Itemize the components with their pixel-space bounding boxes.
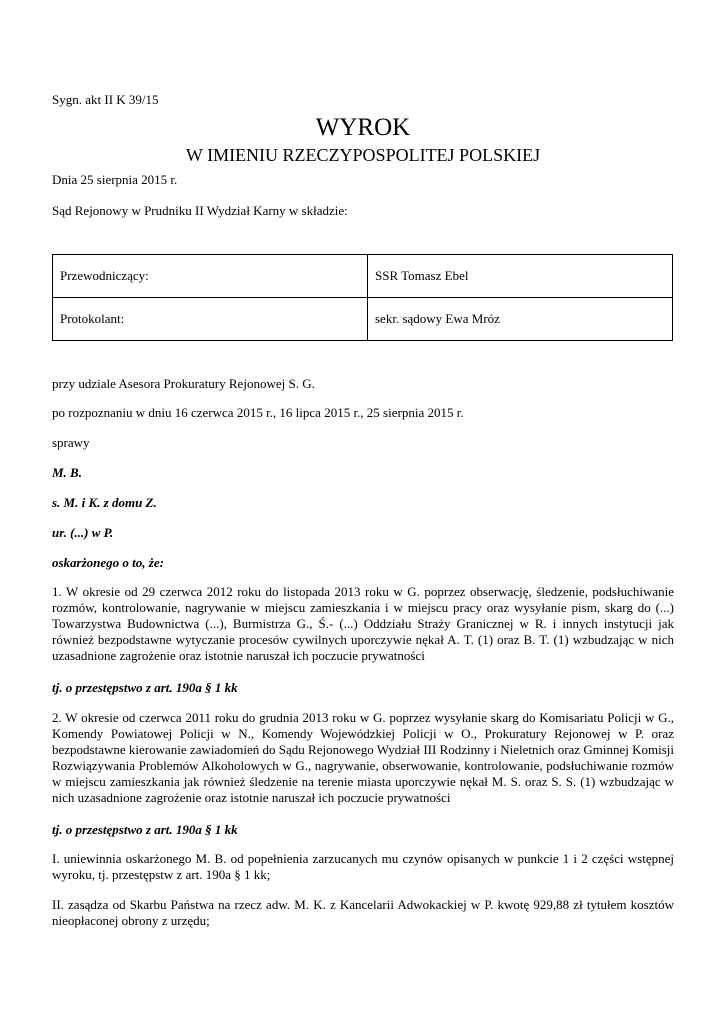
role-cell: Protokolant:: [53, 298, 368, 341]
prosecutor-line: przy udziale Asesora Prokuratury Rejonowej S. G.: [52, 376, 315, 391]
charge-2-text: 2. W okresie od czerwca 2011 roku do grudnia 2013 roku w G. poprzez wysyłanie skarg do Komisariatu Policji w G., Komendy Powiatowej Policji w N., Komendy Wojewódzkiej Policji w O., Prokuratury Rejonowej w P. oraz bezpodstawne kierowanie zawiadomień do Sądu Rejonowego Wydział III Rodzinny i Nieletnich oraz Gminnej Komisji Rozwiązywania Problemów Alkoholowych w G., nagrywanie, obserwowanie, kontrolowanie, podsłuchiwanie rozmów w miejscu zamieszkania jak również śledzenie na terenie miasta uporczywie nękał M. S. oraz S. S. (1) wzbudzając w nich uzasadnione zagrożenie oraz istotnie naruszał ich poczucie prywatności: [52, 710, 674, 806]
hearing-dates: po rozpoznaniu w dniu 16 czerwca 2015 r., 16 lipca 2015 r., 25 sierpnia 2015 r.: [52, 405, 464, 420]
table-row: [53, 255, 673, 298]
document-title: WYROK: [315, 114, 411, 141]
defendant-name: M. B.: [52, 465, 82, 480]
charge-1-text: 1. W okresie od 29 czerwca 2012 roku do listopada 2013 roku w G. poprzez obserwację, śledzenie, podsłuchiwanie rozmów, kontrolowanie, nagrywanie w miejscu zamieszkania i w miejscu pracy oraz wysyłanie pism, skarg do (...) Towarzystwa Budownictwa (...), Burmistrza G., Ś.- (...) Oddziału Straży Granicznej w R. i innych instytucji jak również bezpodstawne wytyczanie procesów cywilnych uporczywie nękał A. T. (1) oraz B. T. (1) wzbudzając w nich uzasadnione zagrożenie oraz istotnie naruszał ich poczucie prywatności: [52, 584, 674, 664]
accusation-heading: oskarżonego o to, że:: [52, 555, 164, 570]
ruling-2: II. zasądza od Skarbu Państwa na rzecz adw. M. K. z Kancelarii Adwokackiej w P. kwotę 929,88 zł tytułem kosztów nieopłaconej obrony z urzędu;: [52, 897, 674, 929]
name-cell: sekr. sądowy Ewa Mróz: [368, 298, 673, 341]
role-cell: Przewodniczący:: [53, 255, 368, 298]
composition-table: [52, 254, 673, 341]
case-signature: Sygn. akt II K 39/15: [52, 92, 159, 107]
case-word: sprawy: [52, 435, 90, 450]
defendant-parents: s. M. i K. z domu Z.: [52, 495, 157, 510]
table-row: [53, 298, 673, 341]
name-cell: SSR Tomasz Ebel: [368, 255, 673, 298]
document-subtitle: W IMIENIU RZECZYPOSPOLITEJ POLSKIEJ: [185, 145, 541, 165]
court-composition-intro: Sąd Rejonowy w Prudniku II Wydział Karny w składzie:: [52, 203, 348, 218]
ruling-1: I. uniewinnia oskarżonego M. B. od popełnienia zarzucanych mu czynów opisanych w punkcie 1 i 2 części wstępnej wyroku, tj. przestępstw z art. 190a § 1 kk;: [52, 851, 674, 883]
judgment-date: Dnia 25 sierpnia 2015 r.: [52, 172, 178, 187]
charge-1-qualification: tj. o przestępstwo z art. 190a § 1 kk: [52, 680, 238, 695]
defendant-birth: ur. (...) w P.: [52, 525, 114, 540]
charge-2-qualification: tj. o przestępstwo z art. 190a § 1 kk: [52, 822, 238, 837]
